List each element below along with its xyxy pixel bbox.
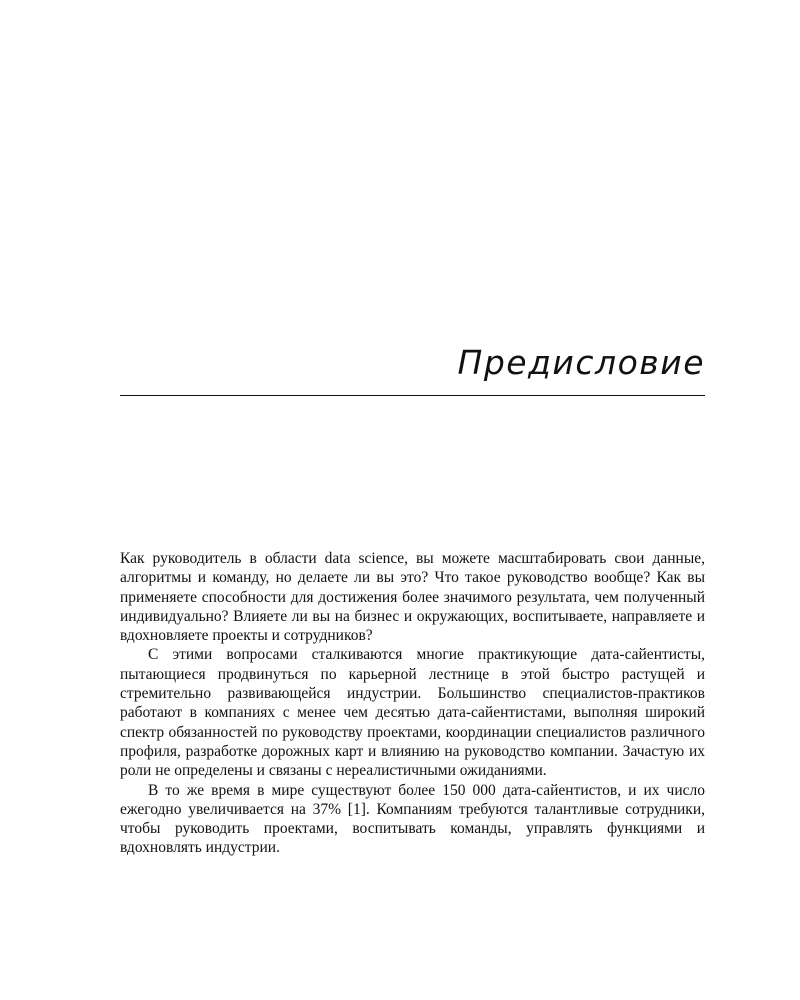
paragraph-1: Как руководитель в области data science, вы можете масштабировать свои данные, алгоритмы и команду, но делаете ли вы это? Что такое руководство вообще? Как вы применяете способности для достижения более значимого результата, чем полученный индивидуально? Влияете ли вы на бизнес и окружающих, воспитываете, направляете и вдохновляете проекты и сотрудников? [120,550,705,645]
title-rule [120,395,705,396]
chapter-title: Предисловие [457,343,705,382]
body-text [120,549,705,858]
paragraph-3: В то же время в мире существуют более 150 000 дата-сайентистов, и их число ежегодно увеличивается на 37% [1]. Компаниям требуются талантливые сотрудники, чтобы руководить проектами, воспитывать команды, управлять функциями и вдохновлять индустрии. [120,781,705,857]
paragraph-2: С этими вопросами сталкиваются многие практикующие дата-сайентисты, пытающиеся продвинуться по карьерной лестнице в этой быстро растущей и стремительно развивающейся индустрии. Большинство специалистов-практиков работают в компаниях с менее чем десятью дата-сайентистами, выполняя широкий спектр обязанностей по руководству проектами, координации специалистов различного профиля, разработке дорожных карт и влиянию на руководство компании. Зачастую их роли не определены и связаны с нереалистичными ожиданиями. [120,646,705,780]
